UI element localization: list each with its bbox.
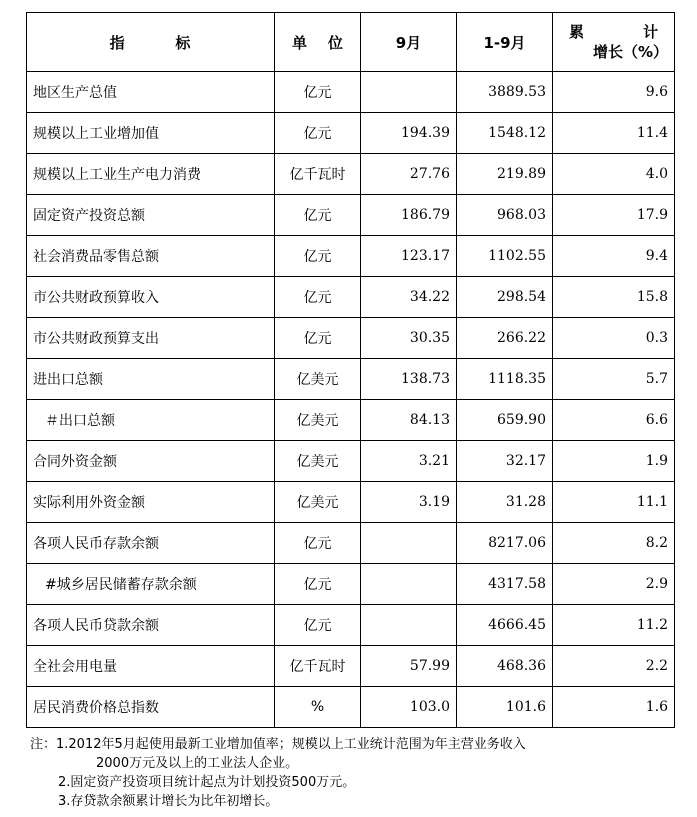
cell-growth-value: 1.6: [553, 687, 675, 728]
cell-ytd-value: 4317.58: [457, 564, 553, 605]
cell-growth-value: 1.9: [553, 441, 675, 482]
cell-indicator: #城乡居民储蓄存款余额: [27, 564, 275, 605]
cell-unit: 亿元: [275, 318, 361, 359]
footnote-3: 3.存贷款余额累计增长为比年初增长。: [58, 794, 279, 809]
cell-indicator: 地区生产总值: [27, 72, 275, 113]
footnote-1: 注：1.2012年5月起使用最新工业增加值率；规模以上工业统计范围为年主营业务收入: [30, 737, 526, 752]
footnote-2: 2.固定资产投资项目统计起点为计划投资500万元。: [58, 775, 356, 790]
cell-growth-value: 15.8: [553, 277, 675, 318]
table-row: [27, 400, 675, 441]
cell-month-value: 138.73: [361, 359, 457, 400]
table-row: [27, 646, 675, 687]
cell-ytd-value: 1118.35: [457, 359, 553, 400]
cell-month-value: 194.39: [361, 113, 457, 154]
cell-indicator: 规模以上工业增加值: [27, 113, 275, 154]
table-row: [27, 482, 675, 523]
cell-unit: 亿元: [275, 523, 361, 564]
cell-month-value: 123.17: [361, 236, 457, 277]
header-month: 9月: [361, 13, 457, 72]
table-row: [27, 523, 675, 564]
header-ytd: 1-9月: [457, 13, 553, 72]
cell-growth-value: 2.2: [553, 646, 675, 687]
cell-ytd-value: 659.90: [457, 400, 553, 441]
table-row: [27, 195, 675, 236]
cell-month-value: 30.35: [361, 318, 457, 359]
cell-month-value: 34.22: [361, 277, 457, 318]
cell-growth-value: 8.2: [553, 523, 675, 564]
cell-growth-value: 5.7: [553, 359, 675, 400]
cell-unit: 亿元: [275, 72, 361, 113]
cell-month-value: 27.76: [361, 154, 457, 195]
cell-unit: 亿元: [275, 605, 361, 646]
table-row: [27, 113, 675, 154]
cell-growth-value: 4.0: [553, 154, 675, 195]
footnotes: [30, 735, 670, 811]
table-row: [27, 687, 675, 728]
cell-month-value: 3.19: [361, 482, 457, 523]
cell-ytd-value: 3889.53: [457, 72, 553, 113]
header-growth: [553, 13, 675, 72]
cell-unit: 亿美元: [275, 482, 361, 523]
cell-indicator: 市公共财政预算收入: [27, 277, 275, 318]
cell-month-value: 84.13: [361, 400, 457, 441]
cell-indicator: 全社会用电量: [27, 646, 275, 687]
cell-month-value: [361, 523, 457, 564]
cell-indicator: 固定资产投资总额: [27, 195, 275, 236]
cell-ytd-value: 266.22: [457, 318, 553, 359]
cell-ytd-value: 1102.55: [457, 236, 553, 277]
header-growth-line2: 增长（%）: [592, 43, 668, 61]
table-row: [27, 441, 675, 482]
header-indicator: 指 标: [27, 13, 275, 72]
cell-indicator: 居民消费价格总指数: [27, 687, 275, 728]
cell-indicator: 合同外资金额: [27, 441, 275, 482]
cell-growth-value: 2.9: [553, 564, 675, 605]
table-row: [27, 359, 675, 400]
cell-indicator: 社会消费品零售总额: [27, 236, 275, 277]
cell-ytd-value: 468.36: [457, 646, 553, 687]
cell-growth-value: 11.2: [553, 605, 675, 646]
cell-ytd-value: 8217.06: [457, 523, 553, 564]
cell-unit: 亿元: [275, 277, 361, 318]
cell-growth-value: 11.4: [553, 113, 675, 154]
cell-ytd-value: 4666.45: [457, 605, 553, 646]
cell-unit: 亿美元: [275, 359, 361, 400]
cell-ytd-value: 968.03: [457, 195, 553, 236]
cell-indicator: 进出口总额: [27, 359, 275, 400]
table-header: [27, 13, 675, 72]
cell-unit: 亿元: [275, 564, 361, 605]
cell-unit: 亿美元: [275, 441, 361, 482]
cell-growth-value: 11.1: [553, 482, 675, 523]
cell-growth-value: 6.6: [553, 400, 675, 441]
cell-indicator: 规模以上工业生产电力消费: [27, 154, 275, 195]
table-body: [27, 72, 675, 728]
cell-unit: 亿元: [275, 236, 361, 277]
cell-unit: 亿千瓦时: [275, 646, 361, 687]
cell-month-value: 103.0: [361, 687, 457, 728]
cell-ytd-value: 101.6: [457, 687, 553, 728]
cell-ytd-value: 1548.12: [457, 113, 553, 154]
cell-indicator: 各项人民币贷款余额: [27, 605, 275, 646]
table-row: [27, 236, 675, 277]
table-row: [27, 564, 675, 605]
cell-ytd-value: 219.89: [457, 154, 553, 195]
cell-month-value: 57.99: [361, 646, 457, 687]
header-unit: 单 位: [275, 13, 361, 72]
cell-indicator: 实际利用外资金额: [27, 482, 275, 523]
cell-unit: 亿千瓦时: [275, 154, 361, 195]
table-row: [27, 605, 675, 646]
cell-month-value: [361, 564, 457, 605]
cell-growth-value: 0.3: [553, 318, 675, 359]
header-growth-line1: 累 计: [569, 23, 658, 41]
cell-indicator: ＃出口总额: [27, 400, 275, 441]
table-row: [27, 318, 675, 359]
header-row: [27, 13, 675, 72]
cell-unit: 亿元: [275, 113, 361, 154]
statistics-table: [26, 12, 675, 728]
cell-indicator: 市公共财政预算支出: [27, 318, 275, 359]
cell-month-value: 186.79: [361, 195, 457, 236]
cell-month-value: [361, 72, 457, 113]
table-row: [27, 72, 675, 113]
cell-month-value: [361, 605, 457, 646]
table-row: [27, 154, 675, 195]
cell-ytd-value: 298.54: [457, 277, 553, 318]
cell-ytd-value: 31.28: [457, 482, 553, 523]
cell-ytd-value: 32.17: [457, 441, 553, 482]
table-row: [27, 277, 675, 318]
cell-unit: 亿元: [275, 195, 361, 236]
cell-unit: 亿美元: [275, 400, 361, 441]
cell-growth-value: 17.9: [553, 195, 675, 236]
cell-indicator: 各项人民币存款余额: [27, 523, 275, 564]
cell-growth-value: 9.6: [553, 72, 675, 113]
cell-growth-value: 9.4: [553, 236, 675, 277]
footnote-1-continued: 2000万元及以上的工业法人企业。: [96, 756, 299, 771]
cell-month-value: 3.21: [361, 441, 457, 482]
cell-unit: %: [275, 687, 361, 728]
